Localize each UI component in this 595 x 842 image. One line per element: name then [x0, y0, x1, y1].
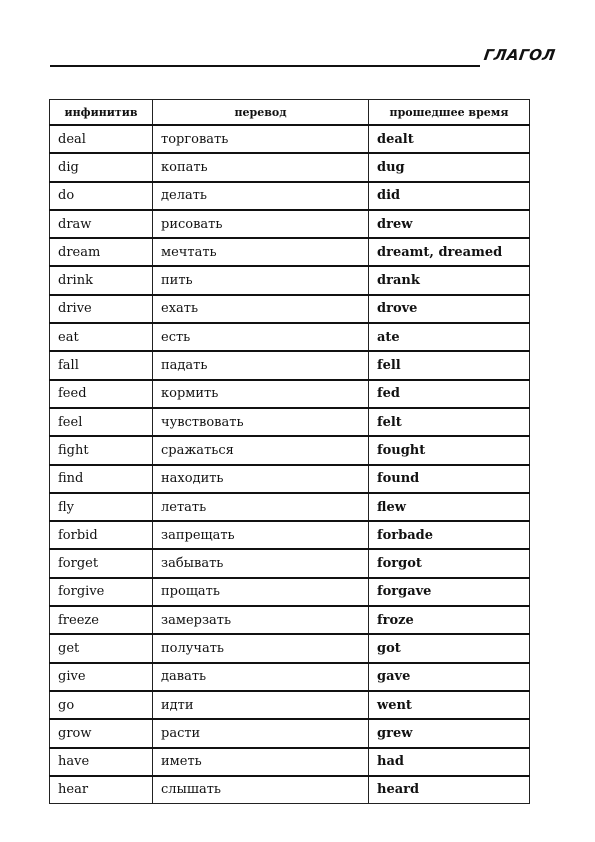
past-tense-cell: fought [369, 436, 530, 464]
table-row [50, 776, 530, 804]
past-tense-cell: got [369, 634, 530, 662]
translation-cell: запрещать [153, 521, 369, 549]
translation-cell: иметь [153, 748, 369, 776]
table-row [50, 493, 530, 521]
infinitive-cell: dig [50, 153, 153, 181]
translation-cell: есть [153, 323, 369, 351]
table-row [50, 691, 530, 719]
table-row [50, 549, 530, 577]
table-row [50, 408, 530, 436]
past-tense-cell: forgave [369, 578, 530, 606]
translation-cell: кормить [153, 380, 369, 408]
infinitive-cell: feel [50, 408, 153, 436]
table-row [50, 295, 530, 323]
infinitive-cell: go [50, 691, 153, 719]
table-row [50, 380, 530, 408]
translation-cell: пить [153, 266, 369, 294]
table-row [50, 323, 530, 351]
table-row [50, 606, 530, 634]
infinitive-cell: hear [50, 776, 153, 804]
past-tense-cell: dug [369, 153, 530, 181]
infinitive-cell: do [50, 182, 153, 210]
table-row [50, 663, 530, 691]
infinitive-cell: eat [50, 323, 153, 351]
column-header-infinitive: инфинитив [50, 100, 153, 126]
table-row [50, 182, 530, 210]
translation-cell: сражаться [153, 436, 369, 464]
past-tense-cell: did [369, 182, 530, 210]
past-tense-cell: fell [369, 351, 530, 379]
table-header-row [50, 100, 530, 126]
past-tense-cell: gave [369, 663, 530, 691]
infinitive-cell: drive [50, 295, 153, 323]
past-tense-cell: dealt [369, 125, 530, 153]
translation-cell: ехать [153, 295, 369, 323]
table-row [50, 465, 530, 493]
table-row [50, 578, 530, 606]
past-tense-cell: drew [369, 210, 530, 238]
column-header-past-tense: прошедшее время [369, 100, 530, 126]
infinitive-cell: forget [50, 549, 153, 577]
infinitive-cell: grow [50, 719, 153, 747]
past-tense-cell: grew [369, 719, 530, 747]
translation-cell: находить [153, 465, 369, 493]
translation-cell: мечтать [153, 238, 369, 266]
translation-cell: идти [153, 691, 369, 719]
past-tense-cell: froze [369, 606, 530, 634]
past-tense-cell: felt [369, 408, 530, 436]
translation-cell: делать [153, 182, 369, 210]
past-tense-cell: fed [369, 380, 530, 408]
translation-cell: торговать [153, 125, 369, 153]
infinitive-cell: drink [50, 266, 153, 294]
column-header-translation: перевод [153, 100, 369, 126]
infinitive-cell: fly [50, 493, 153, 521]
past-tense-cell: forgot [369, 549, 530, 577]
translation-cell: получать [153, 634, 369, 662]
translation-cell: слышать [153, 776, 369, 804]
table-row [50, 210, 530, 238]
translation-cell: рисовать [153, 210, 369, 238]
translation-cell: чувствовать [153, 408, 369, 436]
infinitive-cell: give [50, 663, 153, 691]
past-tense-cell: found [369, 465, 530, 493]
infinitive-cell: freeze [50, 606, 153, 634]
table-row [50, 125, 530, 153]
infinitive-cell: get [50, 634, 153, 662]
past-tense-cell: had [369, 748, 530, 776]
infinitive-cell: dream [50, 238, 153, 266]
table-row [50, 351, 530, 379]
table-row [50, 634, 530, 662]
table-row [50, 153, 530, 181]
translation-cell: летать [153, 493, 369, 521]
table-row [50, 266, 530, 294]
past-tense-cell: drove [369, 295, 530, 323]
infinitive-cell: feed [50, 380, 153, 408]
table-row [50, 748, 530, 776]
translation-cell: расти [153, 719, 369, 747]
infinitive-cell: fall [50, 351, 153, 379]
past-tense-cell: dreamt, dreamed [369, 238, 530, 266]
infinitive-cell: find [50, 465, 153, 493]
verb-table [49, 99, 530, 804]
table-row [50, 436, 530, 464]
past-tense-cell: flew [369, 493, 530, 521]
past-tense-cell: heard [369, 776, 530, 804]
infinitive-cell: deal [50, 125, 153, 153]
translation-cell: копать [153, 153, 369, 181]
translation-cell: давать [153, 663, 369, 691]
translation-cell: падать [153, 351, 369, 379]
infinitive-cell: have [50, 748, 153, 776]
infinitive-cell: forgive [50, 578, 153, 606]
table-row [50, 719, 530, 747]
table-row [50, 238, 530, 266]
translation-cell: забывать [153, 549, 369, 577]
header-rule [50, 65, 480, 67]
translation-cell: замерзать [153, 606, 369, 634]
past-tense-cell: went [369, 691, 530, 719]
past-tense-cell: forbade [369, 521, 530, 549]
infinitive-cell: forbid [50, 521, 153, 549]
translation-cell: прощать [153, 578, 369, 606]
past-tense-cell: ate [369, 323, 530, 351]
table-row [50, 521, 530, 549]
page-header-title: ГЛАГОЛ [482, 46, 557, 64]
infinitive-cell: fight [50, 436, 153, 464]
past-tense-cell: drank [369, 266, 530, 294]
table-body [50, 125, 530, 804]
infinitive-cell: draw [50, 210, 153, 238]
